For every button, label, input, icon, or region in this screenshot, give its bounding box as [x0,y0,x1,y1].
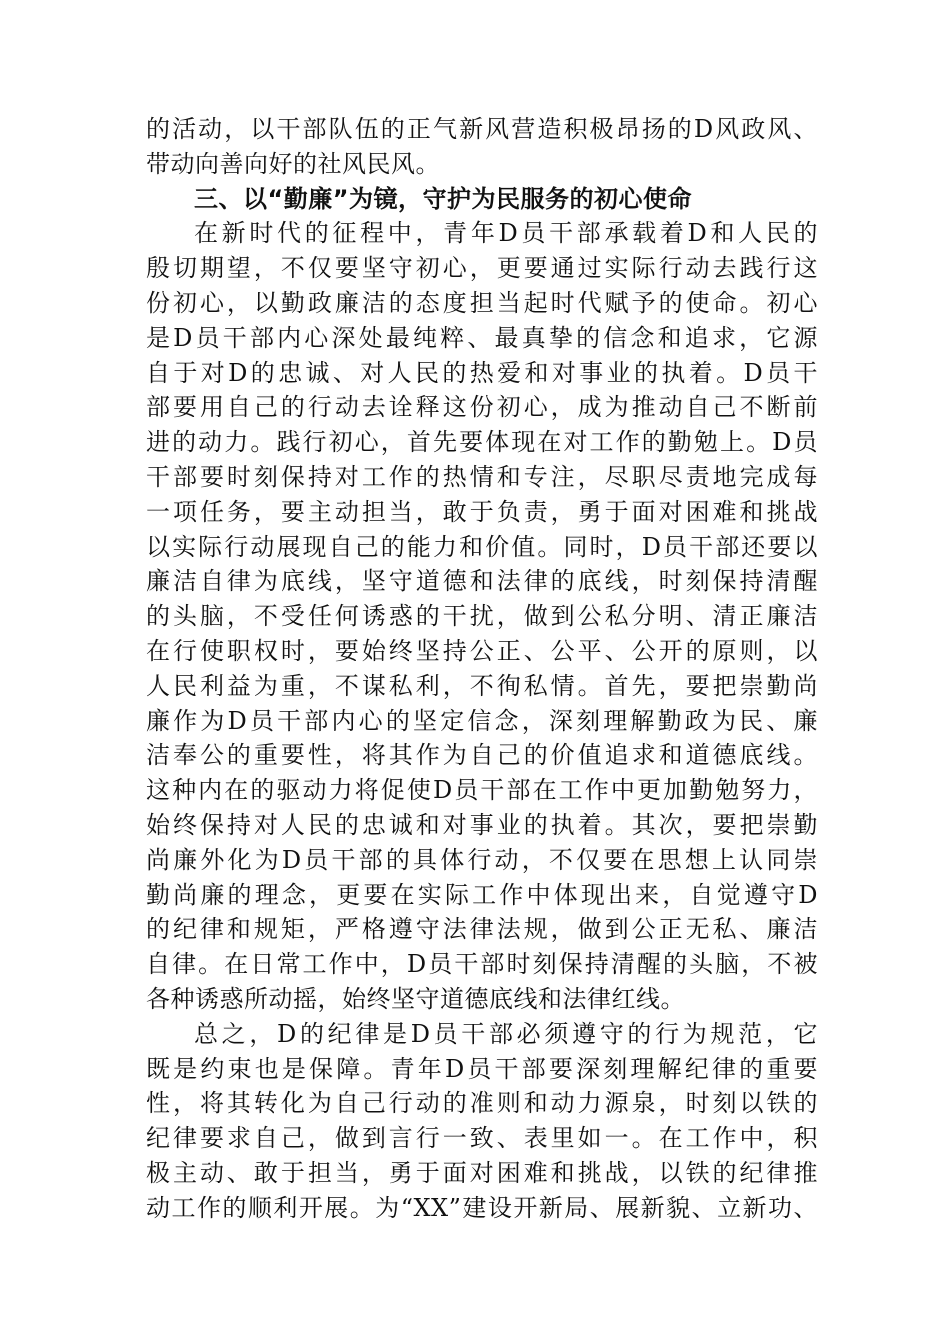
text-line: 部要用自己的行动去诠释这份初心，成为推动自己不断前 [146,393,818,422]
text-line: 总之，D的纪律是D员干部必须遵守的行为规范，它 [194,1019,818,1048]
text-line: 进的动力。践行初心，首先要体现在对工作的勤勉上。D员 [146,428,818,457]
text-line: 以实际行动展现自己的能力和价值。同时，D员干部还要以 [146,532,818,561]
text-line: 的活动，以干部队伍的正气新风营造积极昂扬的D风政风、 [146,115,818,143]
text-line: 极主动、敢于担当，勇于面对困难和挑战，以铁的纪律推 [146,1158,818,1187]
text-line: 这种内在的驱动力将促使D员干部在工作中更加勤勉努力， [146,776,818,805]
text-line: 既是约束也是保障。青年D员干部要深刻理解纪律的重要 [146,1054,818,1083]
text-line: 人民利益为重，不谋私利，不徇私情。首先，要把崇勤尚 [146,671,818,700]
text-line: 在新时代的征程中，青年D员干部承载着D和人民的 [194,219,818,248]
text-line: 一项任务，要主动担当，敢于负责，勇于面对困难和挑战 [146,497,818,526]
text-line: 份初心，以勤政廉洁的态度担当起时代赋予的使命。初心 [146,288,818,317]
text-line: 带动向善向好的社风民风。 [146,149,440,178]
text-line: 自律。在日常工作中，D员干部时刻保持清醒的头脑，不被 [146,950,818,979]
text-line: 的纪律和规矩，严格遵守法律法规，做到公正无私、廉洁 [146,915,818,944]
text-line: 殷切期望，不仅要坚守初心，更要通过实际行动去践行这 [146,254,818,283]
text-line: 的头脑，不受任何诱惑的干扰，做到公私分明、清正廉洁 [146,602,818,631]
document-body [146,112,818,1226]
text-line: 自于对D的忠诚、对人民的热爱和对事业的执着。D员干 [146,358,818,387]
text-line: 廉洁自律为底线，坚守道德和法律的底线，时刻保持清醒 [146,567,818,596]
text-line: 动工作的顺利开展。为“XX”建设开新局、展新貌、立新功、 [146,1193,818,1222]
text-line: 洁奉公的重要性，将其作为自己的价值追求和道德底线。 [146,741,818,770]
text-line: 勤尚廉的理念，更要在实际工作中体现出来，自觉遵守D [146,880,818,909]
text-line: 是D员干部内心深处最纯粹、最真挚的信念和追求，它源 [146,323,818,352]
text-line: 各种诱惑所动摇，始终坚守道德底线和法律红线。 [146,984,685,1013]
section-heading: 三、以“勤廉”为镜，守护为民服务的初心使命 [194,184,693,213]
text-line: 干部要时刻保持对工作的热情和专注，尽职尽责地完成每 [146,462,818,491]
text-line: 廉作为D员干部内心的坚定信念，深刻理解勤政为民、廉 [146,706,818,735]
text-line: 尚廉外化为D员干部的具体行动，不仅要在思想上认同崇 [146,845,818,874]
text-line: 始终保持对人民的忠诚和对事业的执着。其次，要把崇勤 [146,810,818,839]
text-line: 性，将其转化为自己行动的准则和动力源泉，时刻以铁的 [146,1089,818,1118]
text-line: 纪律要求自己，做到言行一致、表里如一。在工作中，积 [146,1124,818,1153]
text-line: 在行使职权时，要始终坚持公正、公平、公开的原则，以 [146,636,818,665]
